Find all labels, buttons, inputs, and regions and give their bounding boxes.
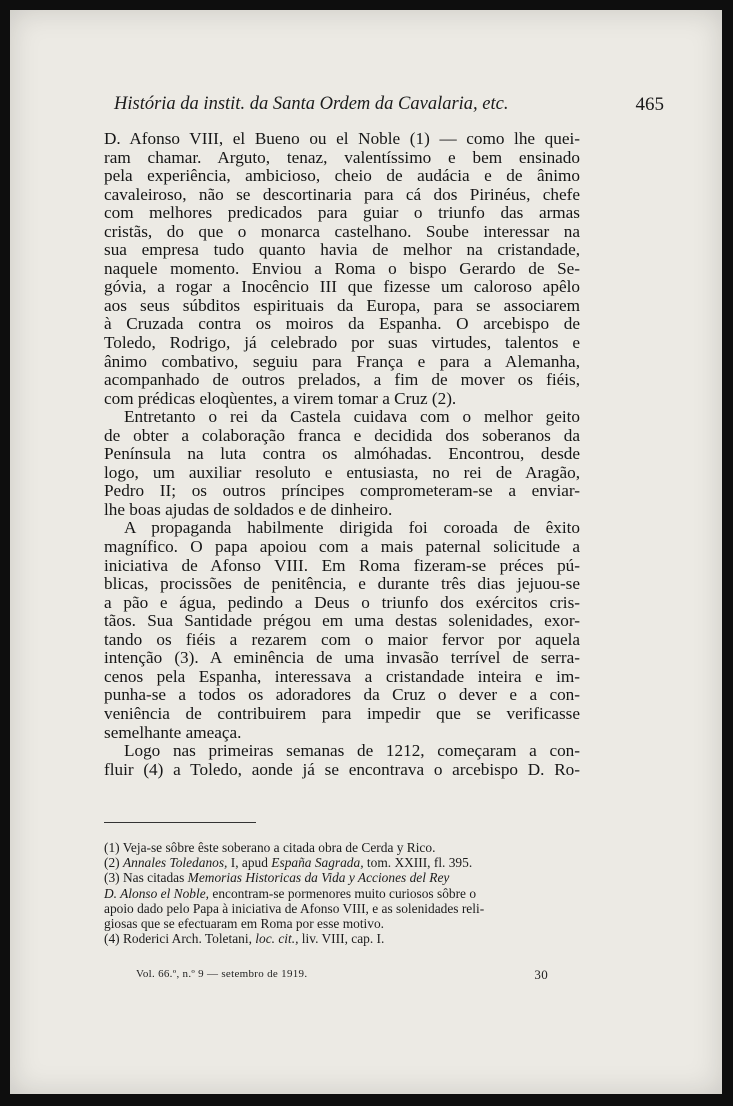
footnote-3-line-4: giosas que se efectuaram em Roma por esse motivo. <box>104 916 385 932</box>
running-title: História da instit. da Santa Ordem da Cavalaria, etc. <box>114 94 509 114</box>
page-number: 465 <box>635 94 664 115</box>
footnote-rule <box>104 822 256 823</box>
text-line: tando os fiéis a rezarem com o maior fervor por aquela <box>104 629 580 649</box>
text-line: iniciativa de Afonso VIII. Em Roma fizeram-se préces pú- <box>104 555 580 575</box>
text-line: cristãs, do que o monarca castelhano. Soube interessar na <box>104 221 580 241</box>
footnote-3 <box>104 870 580 885</box>
footnote-text: encontram-se pormenores muito curiosos sôbre o <box>212 885 477 901</box>
footnotes <box>104 840 580 946</box>
text-line: com prédicas eloqùentes, a virem tomar a Cruz (2). <box>104 388 457 408</box>
text-line: com melhores predicados para guiar o triunfo das armas <box>104 203 580 223</box>
text-line: fluir (4) a Toledo, aonde já se encontrava o arcebispo D. Ro- <box>104 759 580 779</box>
text-line: lhe boas ajudas de soldados e de dinheiro. <box>104 499 393 519</box>
text-line: ânimo combativo, seguiu para França e para a Alemanha, <box>104 351 580 371</box>
text-line: A propaganda habilmente dirigida foi coroada de êxito <box>124 518 580 538</box>
signature-mark: 30 <box>534 967 548 982</box>
text-line: intenção (3). A eminência de uma invasão terrível de serra- <box>104 648 580 668</box>
text-line: logo, um auxiliar resoluto e entusiasta, no rei de Aragão, <box>104 462 580 482</box>
footnote-text: liv. VIII, cap. I. <box>301 931 385 947</box>
text-line: góvia, a rogar a Inocêncio III que fizesse um caloroso apêlo <box>104 277 580 297</box>
footnote-text: I, apud <box>230 855 268 871</box>
text-line: Pedro II; os outros príncipes comprometeram-se a enviar- <box>104 481 580 501</box>
footnote-text: (3) Nas citadas <box>104 870 185 886</box>
text-line: à Cruzada contra os moiros da Espanha. O arcebispo de <box>104 314 580 334</box>
text-line: cavaleiroso, não se descortinaria para cá dos Pirinéus, chefe <box>104 184 580 204</box>
text-line: magnífico. O papa apoiou com a mais paternal solicitude a <box>104 537 580 557</box>
text-line: Logo nas primeiras semanas de 1212, começaram a con- <box>124 741 580 761</box>
text-line: a pão e água, pedindo a Deus o triunfo dos exércitos cris- <box>104 592 580 612</box>
footnote-title: Annales Toledanos, <box>122 855 228 871</box>
text-line: punha-se a todos os adoradores da Cruz o dever e a con- <box>104 685 580 705</box>
text-line: Entretanto o rei da Castela cuidava com o melhor geito <box>124 407 580 427</box>
text-line: sua empresa tudo quanto havia de melhor na cristandade, <box>104 240 580 260</box>
footnote-title: Memorias Historicas da Vida y Acciones del Rey <box>187 870 450 886</box>
signature-footer <box>136 968 548 980</box>
volume-line: Vol. 66.º, n.º 9 — setembro de 1919. <box>136 968 308 980</box>
text-line: tãos. Sua Santidade prégou em uma destas solenidades, exor- <box>104 611 580 631</box>
text-line: de obter a colaboração franca e decidida dos soberanos da <box>104 425 580 445</box>
text-line: semelhante ameaça. <box>104 722 242 742</box>
text-line: veniência de contribuirem para impedir que se verificasse <box>104 703 580 723</box>
footnote-2 <box>104 855 580 870</box>
text-line: pela experiência, ambicioso, cheio de audácia e de ânimo <box>104 166 580 186</box>
text-line: D. Afonso VIII, el Bueno ou el Noble (1) — como lhe quei- <box>104 129 580 148</box>
book-page <box>10 10 722 1094</box>
text-line: naquele momento. Enviou a Roma o bispo Gerardo de Se- <box>104 258 580 278</box>
footnote-3-line-3: apoio dado pelo Papa à iniciativa de Afonso VIII, e as solenidades reli- <box>104 900 485 916</box>
footnote-3-line-2 <box>104 886 580 901</box>
text-line: acompanhado de outros prelados, a fim de mover os fiéis, <box>104 370 580 390</box>
footnote-title: D. Alonso el Noble, <box>104 885 210 901</box>
text-line: Toledo, Rodrigo, já celebrado por suas virtudes, talentos e <box>104 333 580 353</box>
text-line: Península na luta contra os almóhadas. Encontrou, desde <box>104 444 580 464</box>
text-line: blicas, procissões de penitência, e durante três dias jejuou-se <box>104 574 580 594</box>
body-text <box>104 130 580 779</box>
footnote-text: tom. XXIII, fl. 395. <box>366 855 473 871</box>
text-line: aos seus súbditos espirituais da Europa, para se associarem <box>104 295 580 315</box>
text-line: ram chamar. Arguto, tenaz, valentíssimo e bem ensinado <box>104 147 580 167</box>
footnote-number: (2) <box>104 855 120 871</box>
footnote-1: (1) Veja-se sôbre êste soberano a citada obra de Cerda y Rico. <box>104 840 436 855</box>
footnote-title: loc. cit., <box>255 931 299 947</box>
footnote-title: España Sagrada, <box>271 855 364 871</box>
footnote-text: (4) Roderici Arch. Toletani, <box>104 931 252 947</box>
text-line: cenos pela Espanha, interessava a cristandade inteira e im- <box>104 666 580 686</box>
running-header <box>114 94 664 115</box>
footnote-4 <box>104 931 580 946</box>
